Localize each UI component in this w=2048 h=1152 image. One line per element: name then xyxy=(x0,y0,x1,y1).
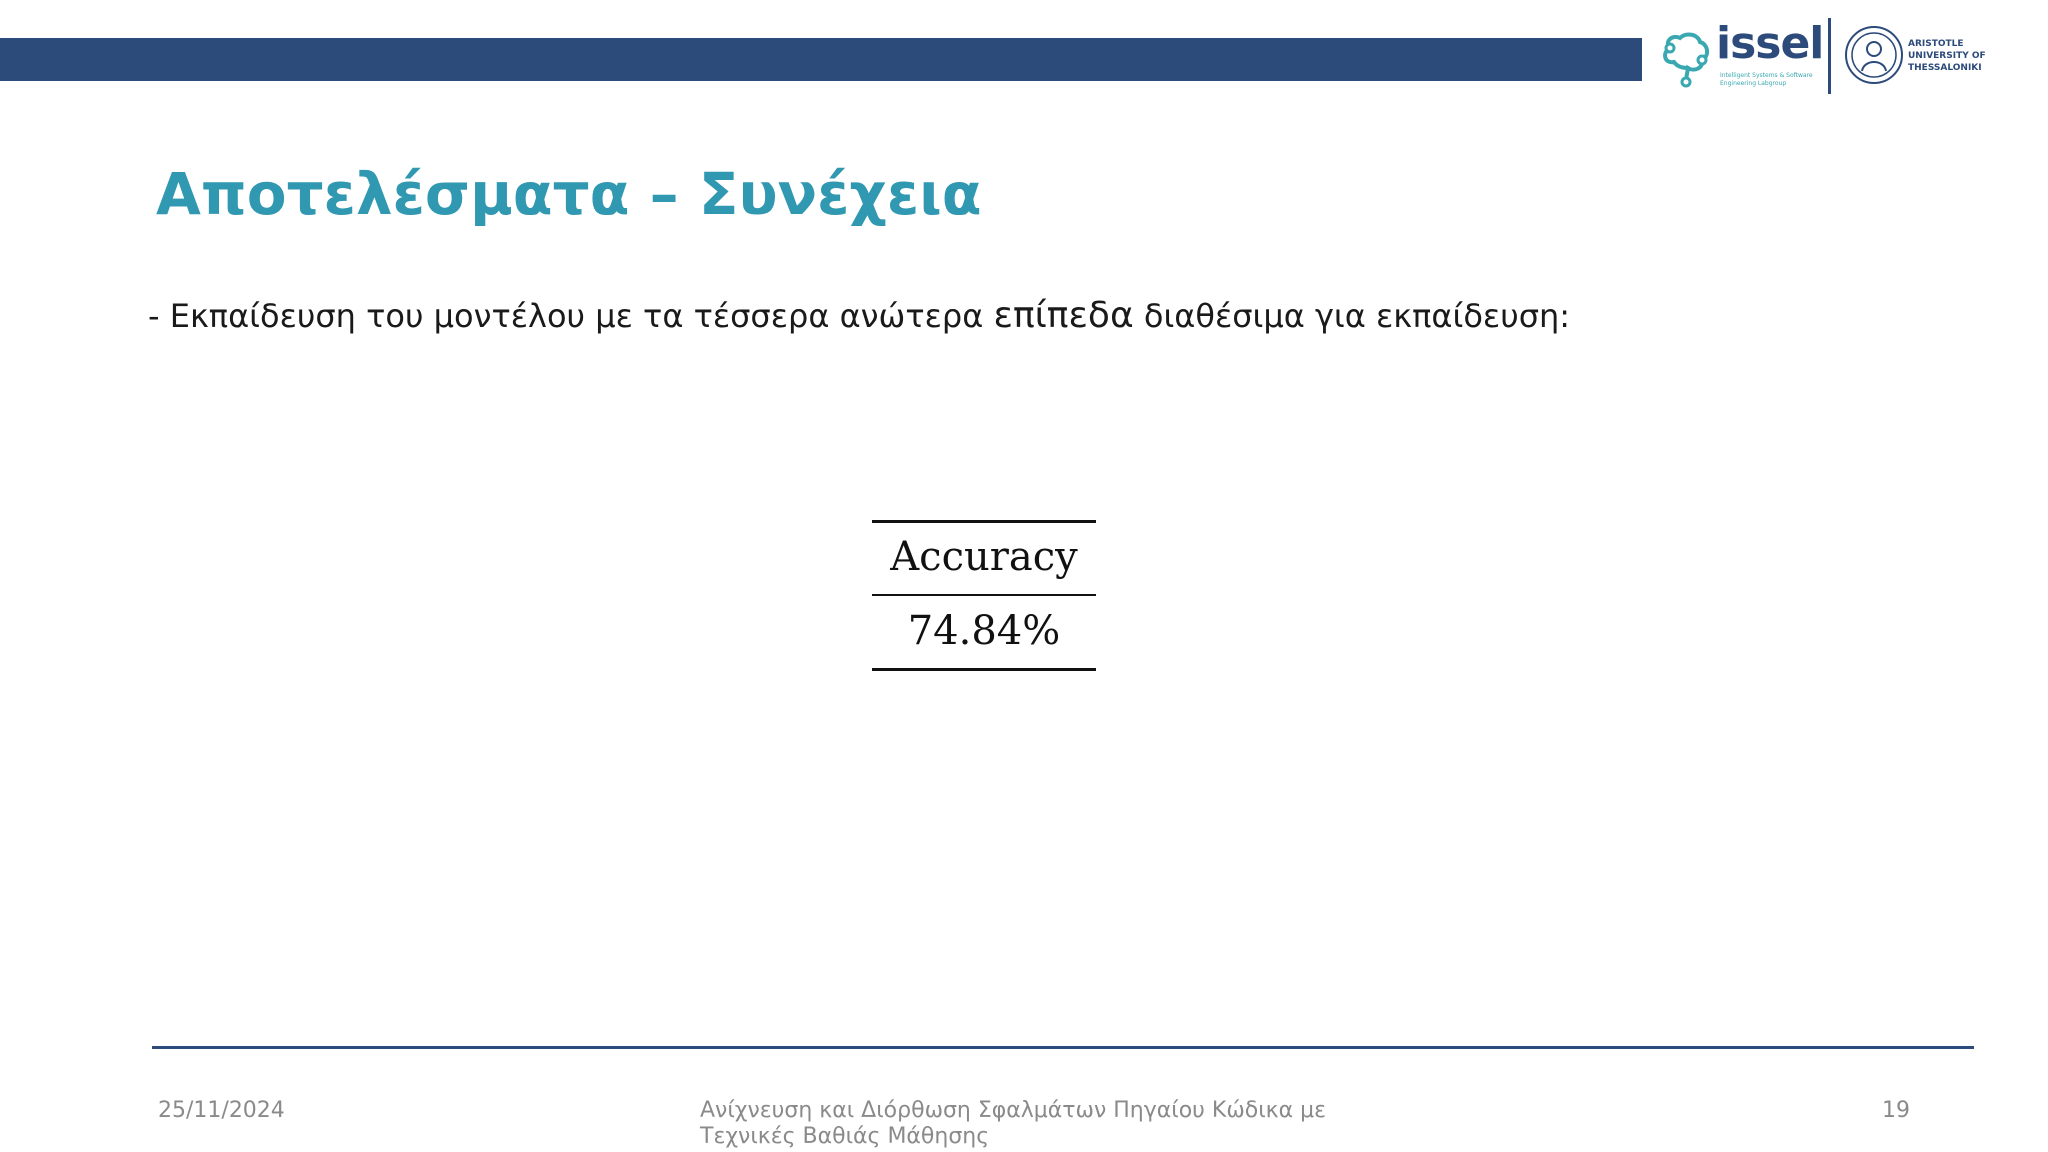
table-bottom-rule xyxy=(872,668,1096,671)
table-header-accuracy: Accuracy xyxy=(890,534,1078,580)
bullet-point xyxy=(148,295,1570,336)
footer-date: 25/11/2024 xyxy=(158,1098,285,1123)
logo-divider xyxy=(1828,18,1831,94)
bullet-prefix: - Εκπαίδευση του μοντέλου με τα τέσσερα ανώτερα xyxy=(148,297,994,335)
bullet-emphasis: επίπεδα xyxy=(993,295,1134,336)
header-logos xyxy=(1656,16,1996,96)
header-bar xyxy=(0,38,1642,81)
footer-page-number: 19 xyxy=(1882,1098,1910,1123)
accuracy-table xyxy=(872,520,1096,672)
bullet-suffix: διαθέσιμα για εκπαίδευση: xyxy=(1133,297,1571,335)
footer-divider xyxy=(152,1046,1974,1049)
issel-logo-subtitle: Intelligent Systems & Software Engineering Labgroup xyxy=(1720,72,1813,87)
issel-logo-icon xyxy=(1656,28,1716,88)
university-logo-text: ARISTOTLE UNIVERSITY OF THESSALONIKI xyxy=(1908,39,1986,73)
issel-logo-text: issel xyxy=(1716,18,1824,69)
table-top-rule xyxy=(872,520,1096,523)
table-mid-rule xyxy=(872,594,1096,596)
table-cell-accuracy-value: 74.84% xyxy=(907,608,1061,654)
footer-title: Ανίχνευση και Διόρθωση Σφαλμάτων Πηγαίου Κώδικα με Τεχνικές Βαθιάς Μάθησης xyxy=(700,1098,1326,1149)
university-seal-icon xyxy=(1844,25,1904,85)
slide-title: Αποτελέσματα – Συνέχεια xyxy=(156,160,982,228)
